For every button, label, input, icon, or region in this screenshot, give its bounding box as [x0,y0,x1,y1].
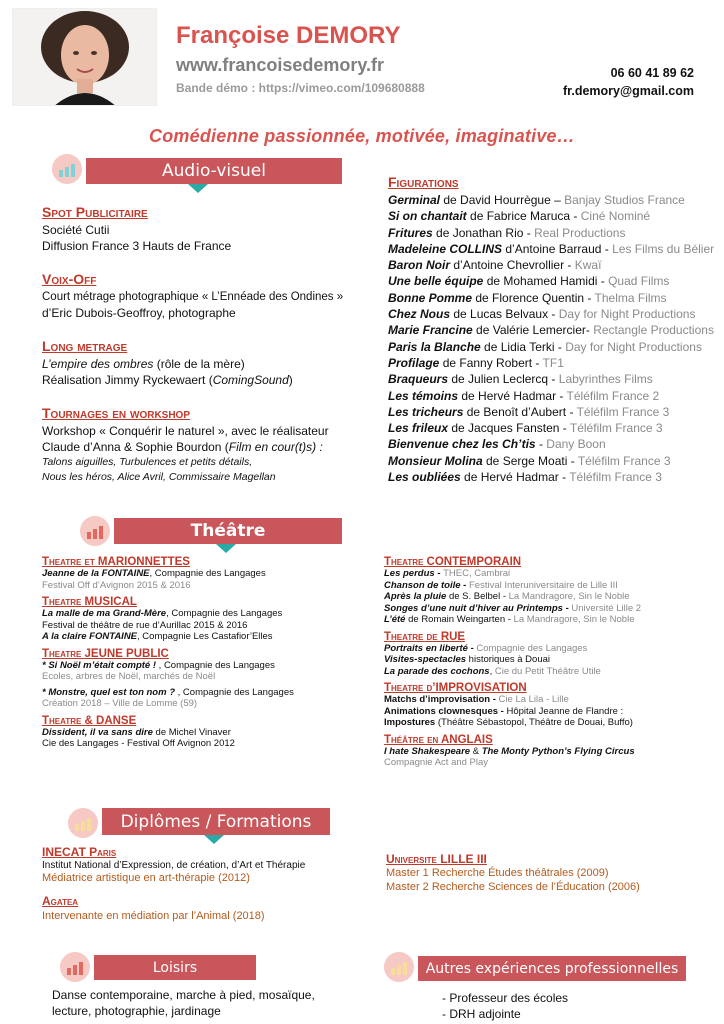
detail: historiques à Douai [466,654,550,665]
jeune-line-2: Ecoles, arbres de Noël, marchés de Noël [42,671,216,682]
agatea-line-1: Intervenante en médiation par l’Animal (2018) [42,910,265,922]
film-director: de Hervé Hadmar - [458,388,567,403]
film-director: de Jacques Fansten - [448,421,570,436]
phone-number: 06 60 41 89 62 [610,66,694,80]
show-title: Matchs d’improvisation - [384,694,499,705]
website-link[interactable]: www.francoisedemory.fr [176,55,385,75]
anglais-line-2: Compagnie Act and Play [384,757,489,768]
detail: , [489,665,495,677]
section-bar-autres [418,956,686,981]
company: Université Lille 2 [571,602,642,614]
section-pointer [204,835,224,844]
list-item [388,339,718,355]
section-pointer [216,544,236,553]
production-company: Banjay Studios France [564,193,685,207]
production-company: Day for Night Productions [558,307,696,322]
list-item [384,694,719,706]
anglais-title: Théâtre en ANGLAIS [384,733,493,746]
spot-title: Spot Publicitaire [42,204,148,220]
section-bar-audiovisuel [86,158,342,184]
show-title: * Si Noël m’était compté ! [42,659,159,671]
tournages-line-1: Workshop « Conquérir le naturel », avec le réalisateur [42,424,329,438]
film-director: d’Antoine Chevrollier - [450,258,575,273]
jeune-title: Theatre JEUNE PUBLIC [42,647,169,660]
figurations-block [388,174,718,485]
tournages-line-2 [42,439,372,455]
inecat-title: INECAT Paris [42,845,117,859]
rue-list [384,643,719,678]
film-director: de Lidia Terki - [480,339,566,354]
theatre-left [42,556,372,750]
film-title: Marie Francine [388,323,473,338]
spot-line-1: Société Cutii [42,223,110,237]
film-title: Chez Nous [388,307,451,322]
profile-photo [12,8,157,106]
show-title: Animations clownesques - [384,705,507,717]
musical-title: Theatre MUSICAL [42,596,137,608]
detail: Hôpital Jeanne de Flandre : [506,705,624,717]
marionnettes-line-1 [42,568,372,580]
loisirs-line-1: Danse contemporaine, marche à pied, mosaïque, [52,988,315,1002]
diplomes-left [42,845,372,923]
musical-line-3 [42,631,372,643]
author: de Michel Vinaver [152,726,231,738]
show-title: Impostures [384,717,436,728]
detail: de Romain Weingarten - [405,614,514,625]
list-item [388,436,718,452]
company: Cie La Lila - Lille [498,694,569,705]
film-title: Les témoins [388,388,459,403]
section-pointer [188,184,208,193]
tournages-line-3: Talons aiguilles, Turbulences et petits détails, [42,456,253,468]
list-item [384,591,719,603]
spot-line-2: Diffusion France 3 Hauts de France [42,239,232,253]
production-company: Ciné Nominé [580,209,651,224]
film-title: Les tricheurs [388,404,464,419]
list-item [384,643,719,655]
company: THEC, Cambrai [443,568,511,579]
rue-title: Theatre de RUE [384,630,466,643]
tournages-line-4: Nous les héros, Alice Avril, Commissaire Magellan [42,471,276,483]
film-title: Si on chantait [388,209,467,224]
figurations-title: Figurations [388,174,459,190]
section-title-autres: Autres expériences professionnelles [425,960,679,977]
production-company: Téléfilm France 3 [577,453,671,468]
company: Cie du Petit Théâtre Utile [494,665,601,677]
production-company: Dany Boon [546,437,606,452]
autres-line-1: - Professeur des écoles [442,991,569,1005]
list-item [388,241,718,257]
tagline: Comédienne passionnée, motivée, imaginative… [149,126,575,146]
show-title: Chanson de toile - [384,579,469,591]
list-item [388,420,718,436]
show-title: Après la pluie [384,591,447,602]
list-item [388,388,718,404]
audiovisuel-left [42,204,372,485]
production-company: Thelma Films [594,290,667,305]
long-director: Réalisation Jimmy Ryckewaert ( [42,373,213,387]
agatea-title: Agatea [42,894,79,908]
section-title-loisirs: Loisirs [152,959,198,976]
list-item [384,706,719,718]
jeune-line-3 [42,687,372,699]
film-director: d’Antoine Barraud - [502,241,613,256]
film-director: de Fanny Robert - [439,355,543,370]
contemporain-list [384,568,719,626]
list-item [388,322,718,338]
list-item [388,192,718,208]
long-line-1 [42,356,372,372]
company: La Mandragore, Sin le Noble [513,614,635,625]
company: La Mandragore, Sin le Noble [508,591,630,602]
show-title: Songes d’une nuit d’hiver au Printemps - [384,602,572,614]
list-item [388,257,718,273]
production-company: Quad Films [608,274,670,289]
musical-line-1 [42,608,372,620]
production-company: Kwaï [574,258,602,273]
film-title: Les frileux [388,421,449,436]
company: , Compagnie des Langages [149,568,266,579]
list-item [388,208,718,224]
production-company: Les Films du Bélier [612,241,715,256]
production-company: Téléfilm France 3 [569,421,663,436]
show-title: Les perdus - [384,568,444,579]
film-director: de Lucas Belvaux - [450,307,559,322]
film-director: de Hervé Hadmar - [460,470,570,485]
production-company: Téléfilm France 3 [569,470,662,485]
film-title: Madeleine COLLINS [388,241,503,256]
production-company: Téléfilm France 2 [566,388,660,403]
show-title: La parade des cochons [384,665,490,677]
show-title: La malle de ma Grand-Mère [42,608,167,619]
film-director: de Jonathan Rio - [432,225,535,240]
univ-title: Universite LILLE III [386,852,487,866]
univ-line-2: Master 2 Recherche Sciences de l’Éducation (2006) [386,881,640,893]
film-title: Fritures [388,225,433,240]
company: , Compagnie des Langages [166,608,283,619]
film-title: Profilage [388,355,440,370]
tournages-directors: Claude d’Anna & Sophie Bourdon ( [42,440,229,454]
jeune-line-4: Création 2018 – Ville de Lomme (59) [42,698,198,709]
list-item [388,371,718,387]
marionnettes-line-2: Festival Off d’Avignon 2015 & 2016 [42,579,191,591]
voix-line-2: d’Eric Dubois-Geoffroy, photographe [42,306,236,320]
company: , Compagnie Les Castafior’Elles [137,631,273,642]
voix-title: Voix-Off [42,271,97,287]
company: , Compagnie des Langages [158,659,275,671]
univ-line-1: Master 1 Recherche Études théâtrales (2009) [386,867,609,879]
long-role: (rôle de la mère) [153,357,245,371]
list-item [388,290,718,306]
section-title-theatre: Théâtre [190,521,266,541]
impro-list [384,694,719,729]
detail: de S. Belbel - [446,591,509,602]
list-item [388,225,718,241]
film-title: Paris la Blanche [388,339,481,354]
show-title: The Monty Python’s Flying Circus [481,745,635,757]
show-title: I hate Shakespeare [384,745,471,757]
long-paren: ) [288,373,293,387]
list-item [384,603,719,615]
film-title: Monsieur Molina [388,453,483,468]
detail: (Théâtre Sébastopol, Théâtre de Douai, Buffo) [435,717,633,728]
list-item [388,453,718,469]
film-director: de Serge Moati - [482,453,578,468]
production-company: TF1 [542,355,564,370]
section-bar-diplomes [102,808,330,835]
film-director: de Florence Quentin - [472,290,595,305]
show-title: A la claire FONTAINE [42,631,138,642]
tournages-company: Film en cour(t)s) : [228,440,323,454]
list-item [388,469,718,485]
production-company: Labyrinthes Films [558,372,653,387]
impro-title: Theatre d’IMPROVISATION [384,682,527,694]
theatre-right [384,556,719,769]
list-item [384,614,719,626]
list-item [388,404,718,420]
danse-line-1 [42,727,372,739]
film-director: de Fabrice Maruca - [466,209,581,224]
autres-line-2: - DRH adjointe [442,1007,521,1021]
section-title-audiovisuel: Audio-visuel [162,161,266,181]
list-item [384,654,719,666]
list-item [384,666,719,678]
show-title: Visites-spectacles [384,654,467,665]
bar-chart-icon [68,808,98,838]
company: , Compagnie des Langages [177,686,294,698]
long-company: ComingSound [212,373,289,387]
film-director: de Benoît d’Aubert - [463,404,577,419]
film-director: de Julien Leclercq - [448,372,559,387]
show-title: Dissident, il va sans dire [42,726,153,738]
danse-line-2: Cie des Langages - Festival Off Avignon 2012 [42,738,235,749]
list-item [384,568,719,580]
bar-chart-icon [52,154,82,184]
film-title: Une belle équipe [388,274,484,289]
show-title: * Monstre, quel est ton nom ? [42,686,178,698]
film-title: Bonne Pomme [388,290,473,305]
production-company: Day for Night Productions [565,339,702,354]
company: Compagnie des Langages [476,642,588,654]
list-item [384,580,719,592]
section-bar-loisirs [94,955,256,980]
film-director: de David Hourrègue – [440,193,565,207]
show-title: Portraits en liberté - [384,642,477,654]
diplomes-right [386,852,716,894]
inecat-line-1: Institut National d’Expression, de création, d’Art et Thérapie [42,860,306,871]
list-item [388,355,718,371]
film-director: de Mohamed Hamidi - [483,274,609,289]
film-director: - [535,437,547,452]
email-address[interactable]: fr.demory@gmail.com [563,84,694,98]
marionnettes-title: Theatre et MARIONNETTES [42,556,190,568]
loisirs-line-2: lecture, photographie, jardinage [52,1004,221,1018]
section-title-diplomes: Diplômes / Formations [120,811,312,832]
contemporain-title: Theatre CONTEMPORAIN [384,556,522,568]
long-film-title: L’empire des ombres [42,357,154,371]
film-title: Braqueurs [388,372,449,387]
film-title: Germinal [388,193,441,207]
film-director: de Valérie Lemercier- [472,323,594,338]
film-title: Bienvenue chez les Ch’tis [388,437,536,452]
section-bar-theatre [114,518,342,544]
show-title: L’été [384,614,406,625]
film-title: Les oubliées [388,470,461,485]
list-item [388,306,718,322]
production-company: Real Productions [534,225,626,240]
tournages-title: Tournages en workshop [42,405,191,421]
company: Festival Interuniversitaire de Lille III [468,579,618,591]
production-company: Rectangle Productions [593,323,714,338]
voix-line-1: Court métrage photographique « L’Ennéade des Ondines » [42,291,344,303]
show-title: Jeanne de la FONTAINE [42,568,150,579]
long-line-2 [42,372,372,388]
bar-chart-icon [80,516,110,546]
jeune-line-1 [42,660,372,672]
demo-reel-link[interactable]: Bande démo : https://vimeo.com/109680888 [176,81,425,95]
production-company: Téléfilm France 3 [576,404,670,419]
long-title: Long metrage [42,338,128,354]
list-item [384,717,719,729]
anglais-line-1 [384,746,719,758]
person-name: Françoise DEMORY [176,22,401,49]
film-title: Baron Noir [388,258,451,273]
inecat-line-2: Médiatrice artistique en art-thérapie (2012) [42,872,250,884]
bar-chart-icon [384,952,414,982]
danse-title: Theatre & DANSE [42,714,137,727]
musical-line-2: Festival de théâtre de rue d’Aurillac 2015 & 2016 [42,619,248,631]
list-item [388,273,718,289]
connector: & [470,745,482,757]
bar-chart-icon [60,952,90,982]
figurations-list [388,192,718,485]
